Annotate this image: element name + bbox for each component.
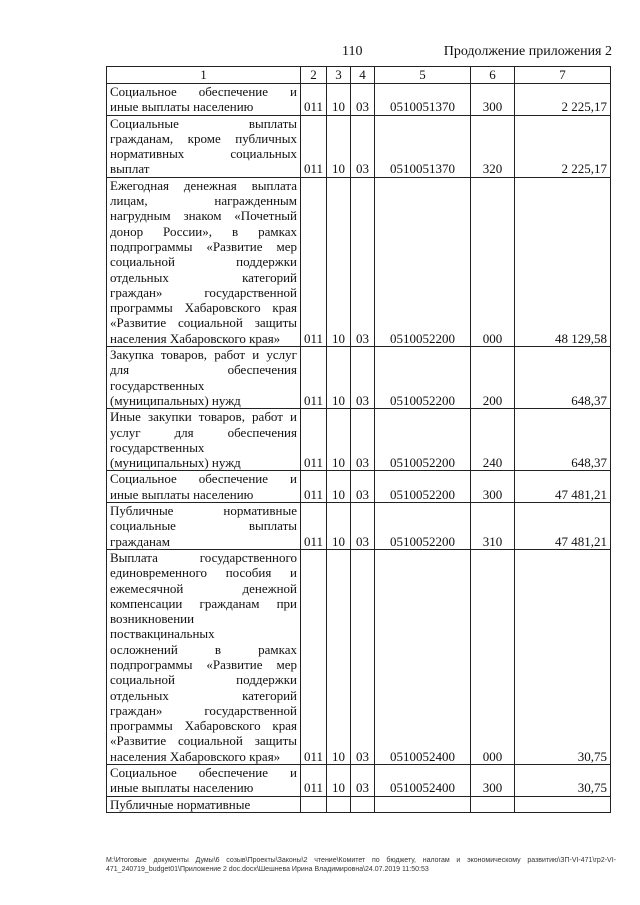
amount-cell <box>515 796 611 812</box>
subsection-cell: 03 <box>351 549 375 764</box>
amount-cell: 2 225,17 <box>515 115 611 177</box>
expense-type-cell: 200 <box>471 347 515 409</box>
code-cell: 011 <box>301 471 327 503</box>
budget-table <box>106 66 611 813</box>
row-name-line: граждан» государственной <box>110 702 297 718</box>
row-name-line: программы Хабаровского края <box>110 300 297 316</box>
section-cell <box>327 796 351 812</box>
target-article-cell: 0510052400 <box>375 765 471 797</box>
column-header: 6 <box>471 67 515 84</box>
subsection-cell: 03 <box>351 115 375 177</box>
row-name-line: подпрограммы «Развитие мер <box>110 238 297 254</box>
column-header: 3 <box>327 67 351 84</box>
row-name-line: Публичные нормативные <box>110 796 251 812</box>
row-name-line: компенсации гражданам при <box>110 595 297 611</box>
document-path-footer: M:\Итоговые документы Думы\6 созыв\Проекты\Законы\2 чтение\Комитет по бюджету, налогам и экономическому развитию\ЗП-VI-471\гр2-VI-471_240719_budget01\Приложение 2 doc.docx\Шешнева Ирина Владимировна\24.07.2019 11:50:53 <box>106 857 616 873</box>
row-name-line: услуг для обеспечения <box>110 424 297 440</box>
code-cell: 011 <box>301 765 327 797</box>
row-name-line: гражданам, кроме публичных <box>110 130 297 146</box>
row-name-line: социальной поддержки <box>110 672 297 688</box>
target-article-cell: 0510052200 <box>375 409 471 471</box>
expense-type-cell: 300 <box>471 84 515 116</box>
expense-type-cell: 300 <box>471 765 515 797</box>
column-header: 1 <box>107 67 301 84</box>
expense-type-cell: 240 <box>471 409 515 471</box>
row-name-line: социальной поддержки <box>110 254 297 270</box>
section-cell: 10 <box>327 503 351 550</box>
section-cell: 10 <box>327 177 351 346</box>
row-name-line: отдельных категорий <box>110 269 297 285</box>
row-name-line: возникновении <box>110 611 195 627</box>
table-body <box>107 84 611 813</box>
row-name-line: отдельных категорий <box>110 687 297 703</box>
expense-type-cell <box>471 796 515 812</box>
subsection-cell: 03 <box>351 409 375 471</box>
amount-cell: 47 481,21 <box>515 471 611 503</box>
code-cell: 011 <box>301 115 327 177</box>
row-name-line: гражданам <box>110 533 170 549</box>
continuation-label: Продолжение приложения 2 <box>443 44 612 59</box>
expense-type-cell: 300 <box>471 471 515 503</box>
row-name-line: Социальные выплаты <box>110 115 297 131</box>
row-name-line: подпрограммы «Развитие мер <box>110 656 297 672</box>
code-cell: 011 <box>301 347 327 409</box>
target-article-cell: 0510051370 <box>375 84 471 116</box>
expense-type-cell: 320 <box>471 115 515 177</box>
row-name-line: программы Хабаровского края <box>110 718 297 734</box>
amount-cell: 2 225,17 <box>515 84 611 116</box>
row-name-line: Социальное обеспечение и <box>110 471 297 487</box>
row-name-line: ежемесячной денежной <box>110 580 297 596</box>
row-name-cell <box>107 347 301 409</box>
amount-cell: 47 481,21 <box>515 503 611 550</box>
row-name-line: для обеспечения <box>110 362 297 378</box>
row-name-cell <box>107 177 301 346</box>
subsection-cell: 03 <box>351 503 375 550</box>
row-name-line: донор России», в рамках <box>110 223 297 239</box>
row-name-line: населения Хабаровского края» <box>110 330 281 346</box>
code-cell: 011 <box>301 177 327 346</box>
table-row <box>107 347 611 409</box>
row-name-line: лицам, награжденным <box>110 193 297 209</box>
row-name-line: социальные выплаты <box>110 518 297 534</box>
target-article-cell <box>375 796 471 812</box>
amount-cell: 30,75 <box>515 765 611 797</box>
row-name-line: единовременного пособия и <box>110 565 297 581</box>
table-row <box>107 549 611 764</box>
row-name-cell <box>107 115 301 177</box>
expense-type-cell: 000 <box>471 177 515 346</box>
row-name-line: выплат <box>110 161 150 177</box>
code-cell: 011 <box>301 409 327 471</box>
page-number: 110 <box>342 44 363 59</box>
column-header: 5 <box>375 67 471 84</box>
row-name-cell <box>107 796 301 812</box>
row-name-cell <box>107 84 301 116</box>
row-name-line: государственных <box>110 439 205 455</box>
section-cell: 10 <box>327 115 351 177</box>
table-row <box>107 796 611 812</box>
table-row <box>107 503 611 550</box>
target-article-cell: 0510051370 <box>375 115 471 177</box>
subsection-cell <box>351 796 375 812</box>
amount-cell: 648,37 <box>515 347 611 409</box>
table-header-row <box>107 67 611 84</box>
row-name-line: нормативных социальных <box>110 146 297 162</box>
row-name-line: Социальное обеспечение и <box>110 84 297 99</box>
code-cell <box>301 796 327 812</box>
row-name-line: (муниципальных) нужд <box>110 455 241 471</box>
target-article-cell: 0510052200 <box>375 177 471 346</box>
table-row <box>107 177 611 346</box>
row-name-line: иные выплаты населению <box>110 99 254 115</box>
subsection-cell: 03 <box>351 765 375 797</box>
subsection-cell: 03 <box>351 177 375 346</box>
row-name-line: Выплата государственного <box>110 549 297 565</box>
row-name-line: осложнений в рамках <box>110 641 297 657</box>
code-cell: 011 <box>301 549 327 764</box>
row-name-line: Социальное обеспечение и <box>110 765 297 781</box>
amount-cell: 30,75 <box>515 549 611 764</box>
amount-cell: 48 129,58 <box>515 177 611 346</box>
target-article-cell: 0510052200 <box>375 503 471 550</box>
row-name-line: (муниципальных) нужд <box>110 392 241 408</box>
expense-type-cell: 310 <box>471 503 515 550</box>
row-name-line: населения Хабаровского края» <box>110 748 281 764</box>
row-name-line: Публичные нормативные <box>110 503 297 519</box>
row-name-line: Ежегодная денежная выплата <box>110 177 297 193</box>
target-article-cell: 0510052400 <box>375 549 471 764</box>
row-name-cell <box>107 471 301 503</box>
table-row <box>107 471 611 503</box>
subsection-cell: 03 <box>351 471 375 503</box>
row-name-line: нагрудным знаком «Почетный <box>110 208 297 224</box>
row-name-line: «Развитие социальной защиты <box>110 733 297 749</box>
row-name-line: государственных <box>110 377 205 393</box>
table-row <box>107 765 611 797</box>
target-article-cell: 0510052200 <box>375 347 471 409</box>
table-row <box>107 84 611 116</box>
column-header: 2 <box>301 67 327 84</box>
column-header: 7 <box>515 67 611 84</box>
row-name-line: Иные закупки товаров, работ и <box>110 409 297 425</box>
row-name-cell <box>107 549 301 764</box>
row-name-cell <box>107 765 301 797</box>
row-name-line: «Развитие социальной защиты <box>110 315 297 331</box>
table-row <box>107 115 611 177</box>
section-cell: 10 <box>327 549 351 764</box>
row-name-line: иные выплаты населению <box>110 780 254 796</box>
section-cell: 10 <box>327 347 351 409</box>
code-cell: 011 <box>301 503 327 550</box>
subsection-cell: 03 <box>351 347 375 409</box>
code-cell: 011 <box>301 84 327 116</box>
row-name-line: Закупка товаров, работ и услуг <box>110 347 297 363</box>
section-cell: 10 <box>327 409 351 471</box>
row-name-cell <box>107 503 301 550</box>
target-article-cell: 0510052200 <box>375 471 471 503</box>
row-name-line: иные выплаты населению <box>110 486 254 502</box>
row-name-line: поствакцинальных <box>110 626 215 642</box>
row-name-cell <box>107 409 301 471</box>
subsection-cell: 03 <box>351 84 375 116</box>
expense-type-cell: 000 <box>471 549 515 764</box>
table-row <box>107 409 611 471</box>
section-cell: 10 <box>327 84 351 116</box>
section-cell: 10 <box>327 765 351 797</box>
column-header: 4 <box>351 67 375 84</box>
section-cell: 10 <box>327 471 351 503</box>
amount-cell: 648,37 <box>515 409 611 471</box>
row-name-line: граждан» государственной <box>110 284 297 300</box>
